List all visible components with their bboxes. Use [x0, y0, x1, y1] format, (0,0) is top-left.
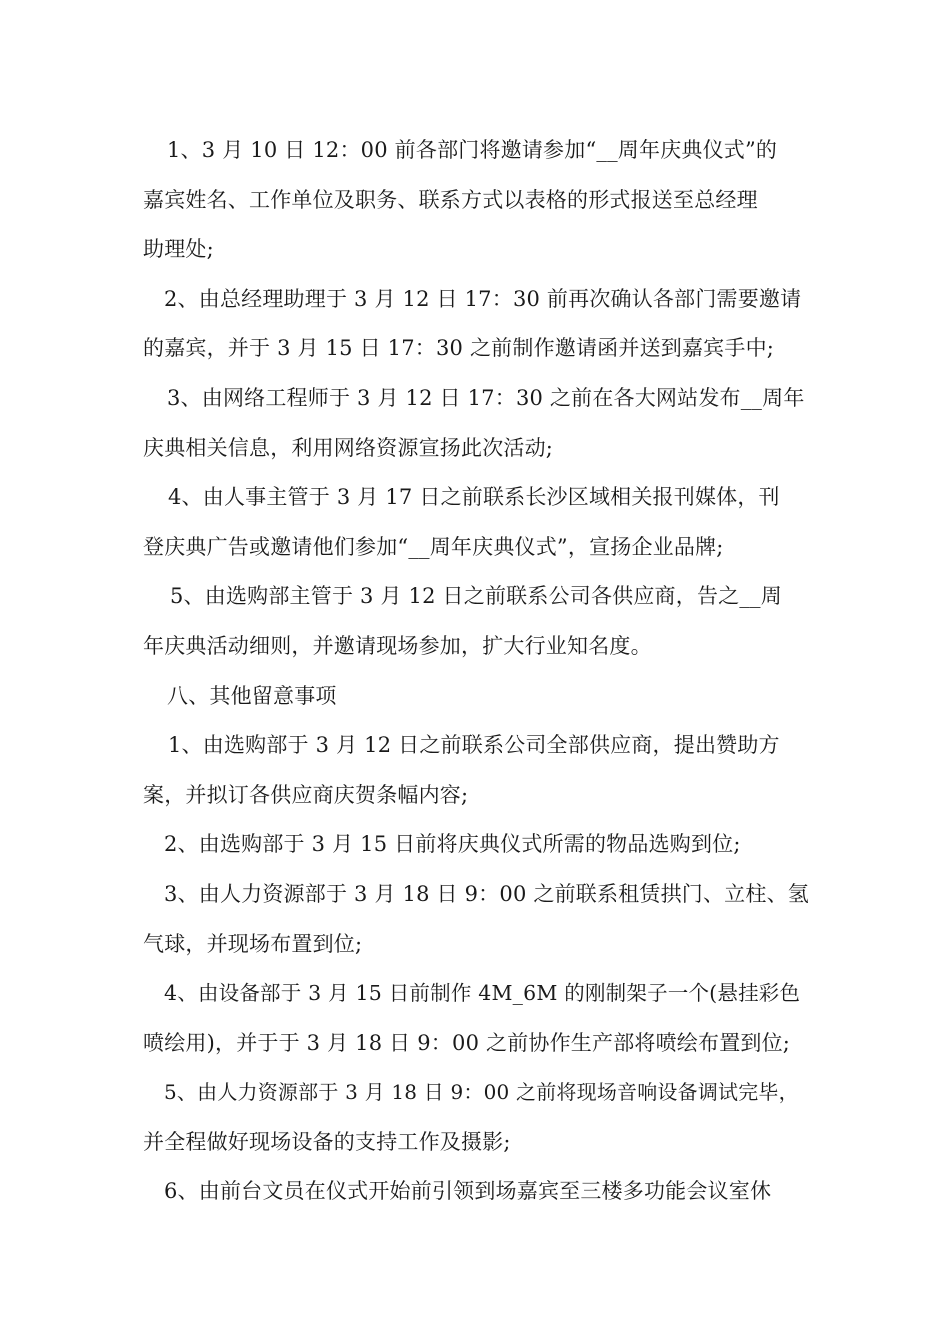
paragraph-line: 5、由人力资源部于 3 月 18 日 9：00 之前将现场音响设备调试完毕， — [164, 1080, 799, 1105]
paragraph-line: 4、由人事主管于 3 月 17 日之前联系长沙区域相关报刊媒体，刊 — [168, 485, 780, 510]
document-page — [143, 126, 811, 1217]
paragraph-line: 气球，并现场布置到位; — [143, 931, 363, 956]
paragraph-line: 并全程做好现场设备的支持工作及摄影; — [143, 1129, 511, 1154]
paragraph-line: 3、由网络工程师于 3 月 12 日 17：30 之前在各大网站发布__周年 — [167, 385, 805, 410]
paragraph-line: 的嘉宾，并于 3 月 15 日 17：30 之前制作邀请函并送到嘉宾手中; — [143, 336, 775, 361]
paragraph-line: 1、由选购部于 3 月 12 日之前联系公司全部供应商，提出赞助方 — [168, 733, 780, 758]
paragraph-line: 4、由设备部于 3 月 15 日前制作 4M_6M 的刚制架子一个(悬挂彩色 — [164, 981, 801, 1006]
paragraph-line: 案，并拟订各供应商庆贺条幅内容; — [143, 782, 469, 807]
paragraph-line: 2、由选购部于 3 月 15 日前将庆典仪式所需的物品选购到位; — [164, 832, 741, 857]
paragraph-line: 年庆典活动细则，并邀请现场参加，扩大行业知名度。 — [143, 633, 652, 658]
paragraph-line: 庆典相关信息，利用网络资源宣扬此次活动; — [143, 435, 554, 460]
paragraph-line: 登庆典广告或邀请他们参加“__周年庆典仪式”，宣扬企业品牌; — [143, 534, 724, 559]
paragraph-line: 1、3 月 10 日 12：00 前各部门将邀请参加“__周年庆典仪式”的 — [167, 138, 778, 162]
paragraph-line: 喷绘用)，并于于 3 月 18 日 9：00 之前协作生产部将喷绘布置到位; — [143, 1030, 791, 1055]
paragraph-line: 3、由人力资源部于 3 月 18 日 9：00 之前联系租赁拱门、立柱、氢 — [164, 881, 809, 906]
section-heading: 八、其他留意事项 — [167, 683, 337, 708]
paragraph-line: 嘉宾姓名、工作单位及职务、联系方式以表格的形式报送至总经理 — [143, 187, 758, 212]
paragraph-line: 5、由选购部主管于 3 月 12 日之前联系公司各供应商，告之__周 — [170, 584, 782, 609]
paragraph-line: 助理处; — [143, 237, 214, 262]
paragraph-line: 6、由前台文员在仪式开始前引领到场嘉宾至三楼多功能会议室休 — [164, 1179, 772, 1204]
paragraph-line: 2、由总经理助理于 3 月 12 日 17：30 前再次确认各部门需要邀请 — [164, 286, 802, 311]
